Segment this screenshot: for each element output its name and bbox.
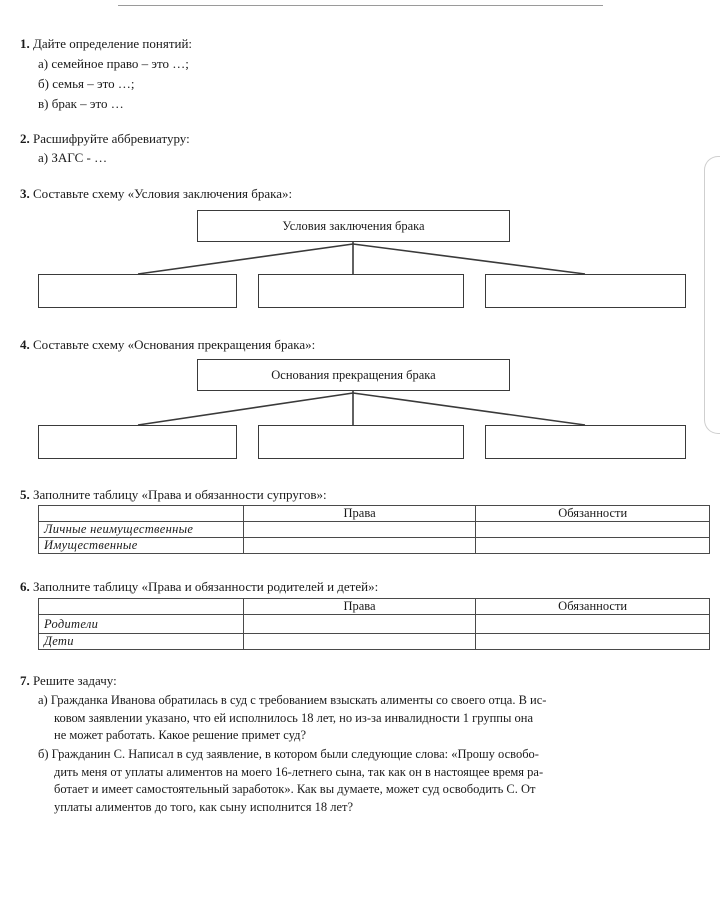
q2-number: 2. — [20, 131, 30, 146]
q7-problem-a — [38, 692, 700, 745]
table-row-label: Родители — [39, 615, 244, 634]
q5-title-text: Заполните таблицу «Права и обязанности супругов»: — [33, 487, 327, 502]
table-row-label: Личные неимущественные — [39, 522, 244, 538]
q7-title-text: Решите задачу: — [33, 673, 117, 688]
q5-table — [38, 505, 710, 554]
q6-title-text: Заполните таблицу «Права и обязанности родителей и детей»: — [33, 579, 379, 594]
table-cell[interactable] — [476, 634, 710, 650]
table-header-row — [39, 599, 710, 615]
table-header-cell — [39, 599, 244, 615]
table-cell[interactable] — [476, 538, 710, 554]
table-header-row — [39, 506, 710, 522]
table-header-cell: Права — [243, 599, 476, 615]
table-cell[interactable] — [476, 615, 710, 634]
table-row — [39, 615, 710, 634]
table-cell[interactable] — [243, 634, 476, 650]
q1-item-c: в) брак – это … — [38, 96, 124, 111]
q4-number: 4. — [20, 337, 30, 352]
q7-b-line: ботает и имеет самостоятельный заработок». Как вы думаете, может суд освободить С. От — [54, 782, 536, 796]
q1-title-text: Дайте определение понятий: — [33, 36, 193, 51]
q4-main-box-label: Основания прекращения брака — [271, 367, 436, 382]
q3-main-box-label: Условия заключения брака — [282, 218, 425, 233]
table-cell[interactable] — [243, 538, 476, 554]
q1-item-a: а) семейное право – это …; — [38, 56, 189, 71]
q7-b-line: дить меня от уплаты алиментов на моего 16-летнего сына, так как он в настоящее время ра- — [54, 764, 544, 779]
table-header-cell — [39, 506, 244, 522]
q7-number: 7. — [20, 673, 30, 688]
q3-title-text: Составьте схему «Условия заключения брака»: — [33, 186, 293, 201]
q7-title — [20, 673, 117, 689]
q2-item-a: а) ЗАГС - … — [38, 150, 108, 165]
q7-b-line: б) Гражданин С. Написал в суд заявление, в котором были следующие слова: «Прошу освобо- — [38, 747, 539, 761]
table-header-cell: Обязанности — [476, 506, 710, 522]
q7-a-line: не может работать. Какое решение примет суд? — [54, 728, 307, 742]
table-row-label: Дети — [39, 634, 244, 650]
q1-item-b: б) семья – это …; — [38, 76, 135, 91]
q6-number: 6. — [20, 579, 30, 594]
q4-answer-box-2[interactable] — [258, 425, 464, 459]
q4-title-text: Составьте схему «Основания прекращения брака»: — [33, 337, 316, 352]
table-cell[interactable] — [243, 615, 476, 634]
q4-answer-box-3[interactable] — [485, 425, 686, 459]
table-cell[interactable] — [476, 522, 710, 538]
q1-number: 1. — [20, 36, 30, 51]
table-header-cell: Права — [243, 506, 476, 522]
q5-title — [20, 487, 327, 503]
q7-b-line: уплаты алиментов до того, как сыну исполнится 18 лет? — [54, 799, 354, 814]
q6-table — [38, 598, 710, 650]
table-row — [39, 634, 710, 650]
q7-a-line: а) Гражданка Иванова обратилась в суд с требованием взыскать алименты со своего отца. В ис- — [38, 693, 547, 707]
q2-title-text: Расшифруйте аббревиатуру: — [33, 131, 190, 146]
table-row-label: Имущественные — [39, 538, 244, 554]
q5-number: 5. — [20, 487, 30, 502]
table-header-cell: Обязанности — [476, 599, 710, 615]
q6-title — [20, 579, 378, 595]
table-row — [39, 522, 710, 538]
table-cell[interactable] — [243, 522, 476, 538]
q4-answer-box-1[interactable] — [38, 425, 237, 459]
q3-number: 3. — [20, 186, 30, 201]
q7-a-line: ковом заявлении указано, что ей исполнилось 18 лет, но из-за инвалидности 1 группы она — [54, 710, 533, 725]
q7-problem-b — [38, 746, 700, 816]
table-row — [39, 538, 710, 554]
